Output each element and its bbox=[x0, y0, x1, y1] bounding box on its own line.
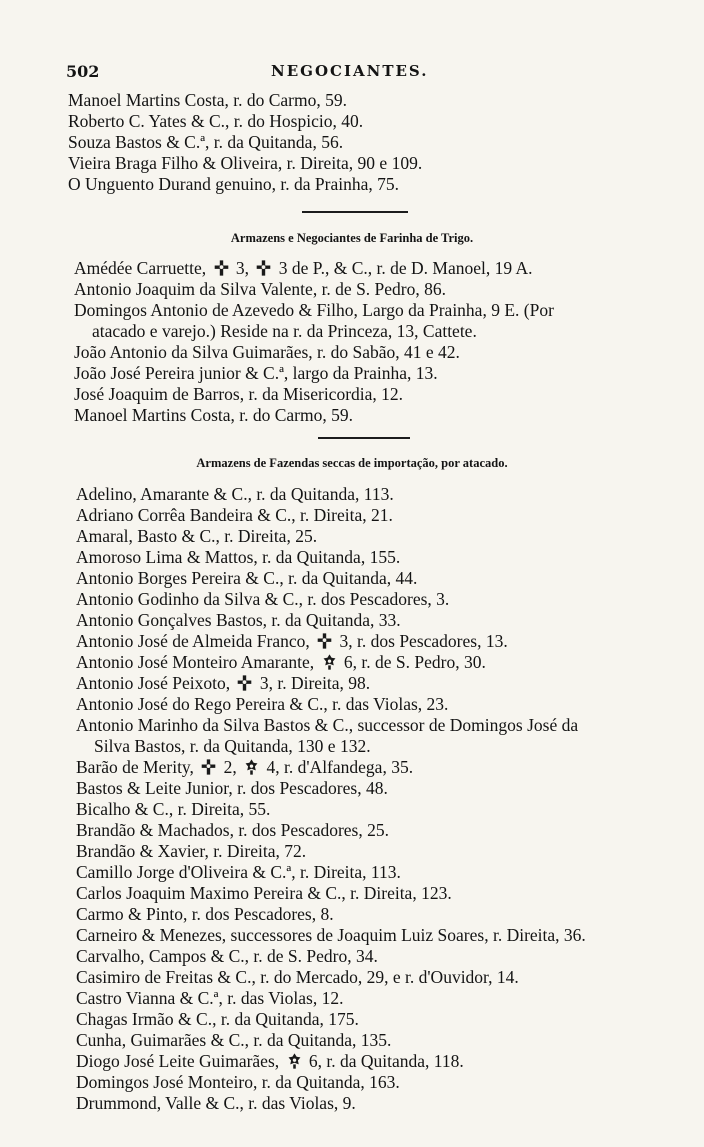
entry-text: Diogo José Leite Guimarães, bbox=[76, 1051, 284, 1071]
directory-entry-line bbox=[76, 568, 586, 589]
rose-decoration-icon bbox=[243, 758, 260, 776]
entry-text: Adriano Corrêa Bandeira & C., r. Direita, 21. bbox=[76, 505, 393, 525]
directory-entry-line bbox=[74, 258, 554, 279]
section-title-fazendas: Armazens de Fazendas seccas de importação, por atacado. bbox=[196, 456, 508, 470]
directory-entry-line bbox=[76, 736, 586, 757]
cross-decoration-icon bbox=[316, 632, 333, 650]
directory-entry-line: Souza Bastos & C.ª, r. da Quitanda, 56. bbox=[68, 132, 344, 152]
entry-text: Brandão & Machados, r. dos Pescadores, 25. bbox=[76, 820, 389, 840]
directory-entry-line bbox=[76, 757, 586, 778]
entry-text: João Antonio da Silva Guimarães, r. do Sabão, 41 e 42. bbox=[74, 342, 460, 362]
rose-decoration-icon bbox=[286, 1052, 303, 1070]
directory-entry-line bbox=[76, 1009, 586, 1030]
entry-text: Camillo Jorge d'Oliveira & C.ª, r. Direita, 113. bbox=[76, 862, 401, 882]
section-divider bbox=[318, 437, 410, 439]
entry-text: Carlos Joaquim Maximo Pereira & C., r. Direita, 123. bbox=[76, 883, 452, 903]
directory-entry-line bbox=[76, 505, 586, 526]
directory-entry-line bbox=[76, 694, 586, 715]
entry-text: Bicalho & C., r. Direita, 55. bbox=[76, 799, 271, 819]
entry-text: 6, r. da Quitanda, 118. bbox=[304, 1051, 464, 1071]
directory-entry-line bbox=[76, 967, 586, 988]
entry-text: Antonio José de Almeida Franco, bbox=[76, 631, 315, 651]
directory-entry-line bbox=[76, 715, 586, 736]
entry-text: Antonio Gonçalves Bastos, r. da Quitanda, 33. bbox=[76, 610, 401, 630]
directory-entry-line bbox=[74, 321, 554, 342]
entry-text: atacado e varejo.) Reside na r. da Princeza, 13, Cattete. bbox=[92, 321, 477, 341]
directory-entry-line bbox=[76, 631, 586, 652]
entry-text: Casimiro de Freitas & C., r. do Mercado, 29, e r. d'Ouvidor, 14. bbox=[76, 967, 519, 987]
directory-entry-line bbox=[76, 526, 586, 547]
entry-text: Bastos & Leite Junior, r. dos Pescadores, 48. bbox=[76, 778, 388, 798]
entry-text: Barão de Merity, bbox=[76, 757, 199, 777]
directory-entry-line bbox=[74, 363, 554, 384]
section-farinha-entries bbox=[74, 258, 554, 426]
cross-decoration-icon bbox=[255, 259, 272, 277]
entry-text: Carvalho, Campos & C., r. de S. Pedro, 34. bbox=[76, 946, 378, 966]
entry-text: Adelino, Amarante & C., r. da Quitanda, 113. bbox=[76, 484, 394, 504]
entry-text: Antonio José Peixoto, bbox=[76, 673, 235, 693]
entry-text: Antonio Godinho da Silva & C., r. dos Pescadores, 3. bbox=[76, 589, 450, 609]
directory-entry-line bbox=[76, 484, 586, 505]
directory-entry-line bbox=[76, 589, 586, 610]
entry-text: 3 de P., & C., r. de D. Manoel, 19 A. bbox=[274, 258, 533, 278]
directory-entry-line bbox=[76, 988, 586, 1009]
cross-decoration-icon bbox=[213, 259, 230, 277]
cross-decoration-icon bbox=[200, 758, 217, 776]
entry-text: Castro Vianna & C.ª, r. das Violas, 12. bbox=[76, 988, 344, 1008]
entry-text: 3, r. dos Pescadores, 13. bbox=[335, 631, 508, 651]
directory-entry-line bbox=[76, 778, 586, 799]
directory-entry-line bbox=[76, 1072, 586, 1093]
entry-text: Amoroso Lima & Mattos, r. da Quitanda, 155. bbox=[76, 547, 401, 567]
directory-entry-line bbox=[76, 610, 586, 631]
directory-entry-line bbox=[74, 300, 554, 321]
directory-entry-line bbox=[76, 652, 586, 673]
entry-text: Drummond, Valle & C., r. das Violas, 9. bbox=[76, 1093, 356, 1113]
directory-entry-line bbox=[76, 904, 586, 925]
directory-entry-line bbox=[74, 279, 554, 300]
entry-text: Amédée Carruette, bbox=[74, 258, 211, 278]
page-number: 502 bbox=[66, 62, 100, 81]
section-divider bbox=[302, 211, 408, 213]
running-title: NEGOCIANTES. bbox=[271, 62, 429, 80]
rose-decoration-icon bbox=[321, 653, 338, 671]
entry-text: 4, r. d'Alfandega, 35. bbox=[262, 757, 414, 777]
directory-entry-line bbox=[76, 946, 586, 967]
directory-entry-line bbox=[74, 342, 554, 363]
entry-text: Antonio Marinho da Silva Bastos & C., successor de Domingos José da bbox=[76, 715, 579, 735]
cross-decoration-icon bbox=[236, 674, 253, 692]
entry-text: Carmo & Pinto, r. dos Pescadores, 8. bbox=[76, 904, 334, 924]
entry-text: Manoel Martins Costa, r. do Carmo, 59. bbox=[74, 405, 354, 425]
entry-text: Antonio Borges Pereira & C., r. da Quitanda, 44. bbox=[76, 568, 418, 588]
section-title-farinha: Armazens e Negociantes de Farinha de Trigo. bbox=[230, 231, 474, 245]
directory-entry-line bbox=[76, 841, 586, 862]
page-header bbox=[66, 62, 626, 88]
directory-entry-line bbox=[74, 405, 554, 426]
directory-entry-line: Roberto C. Yates & C., r. do Hospicio, 40. bbox=[68, 111, 364, 131]
entry-text: João José Pereira junior & C.ª, largo da Prainha, 13. bbox=[74, 363, 438, 383]
entry-text: 6, r. de S. Pedro, 30. bbox=[339, 652, 486, 672]
directory-entry-line bbox=[76, 1030, 586, 1051]
directory-entry-line: Manoel Martins Costa, r. do Carmo, 59. bbox=[68, 90, 348, 110]
directory-entry-line bbox=[76, 820, 586, 841]
entry-text: 2, bbox=[219, 757, 242, 777]
entry-text: Antonio José Monteiro Amarante, bbox=[76, 652, 319, 672]
intro-entries bbox=[68, 90, 422, 195]
directory-entry-line: O Unguento Durand genuino, r. da Prainha, 75. bbox=[68, 174, 399, 194]
directory-entry-line bbox=[76, 799, 586, 820]
entry-text: José Joaquim de Barros, r. da Misericordia, 12. bbox=[74, 384, 404, 404]
entry-text: 3, r. Direita, 98. bbox=[255, 673, 371, 693]
entry-text: Silva Bastos, r. da Quitanda, 130 e 132. bbox=[94, 736, 371, 756]
directory-entry-line bbox=[76, 925, 586, 946]
directory-entry-line bbox=[76, 547, 586, 568]
entry-text: Domingos José Monteiro, r. da Quitanda, 163. bbox=[76, 1072, 400, 1092]
directory-entry-line bbox=[76, 883, 586, 904]
entry-text: Antonio Joaquim da Silva Valente, r. de S. Pedro, 86. bbox=[74, 279, 447, 299]
directory-entry-line bbox=[76, 673, 586, 694]
entry-text: Domingos Antonio de Azevedo & Filho, Largo da Prainha, 9 E. (Por bbox=[74, 300, 554, 320]
directory-entry-line bbox=[76, 862, 586, 883]
directory-entry-line bbox=[76, 1093, 586, 1114]
entry-text: 3, bbox=[231, 258, 254, 278]
entry-text: Antonio José do Rego Pereira & C., r. das Violas, 23. bbox=[76, 694, 449, 714]
entry-text: Cunha, Guimarães & C., r. da Quitanda, 135. bbox=[76, 1030, 392, 1050]
entry-text: Amaral, Basto & C., r. Direita, 25. bbox=[76, 526, 318, 546]
entry-text: Chagas Irmão & C., r. da Quitanda, 175. bbox=[76, 1009, 359, 1029]
section-fazendas-entries bbox=[76, 484, 586, 1114]
entry-text: Carneiro & Menezes, successores de Joaquim Luiz Soares, r. Direita, 36. bbox=[76, 925, 586, 945]
directory-entry-line bbox=[76, 1051, 586, 1072]
directory-entry-line: Vieira Braga Filho & Oliveira, r. Direita, 90 e 109. bbox=[68, 153, 423, 173]
entry-text: Brandão & Xavier, r. Direita, 72. bbox=[76, 841, 307, 861]
directory-entry-line bbox=[74, 384, 554, 405]
